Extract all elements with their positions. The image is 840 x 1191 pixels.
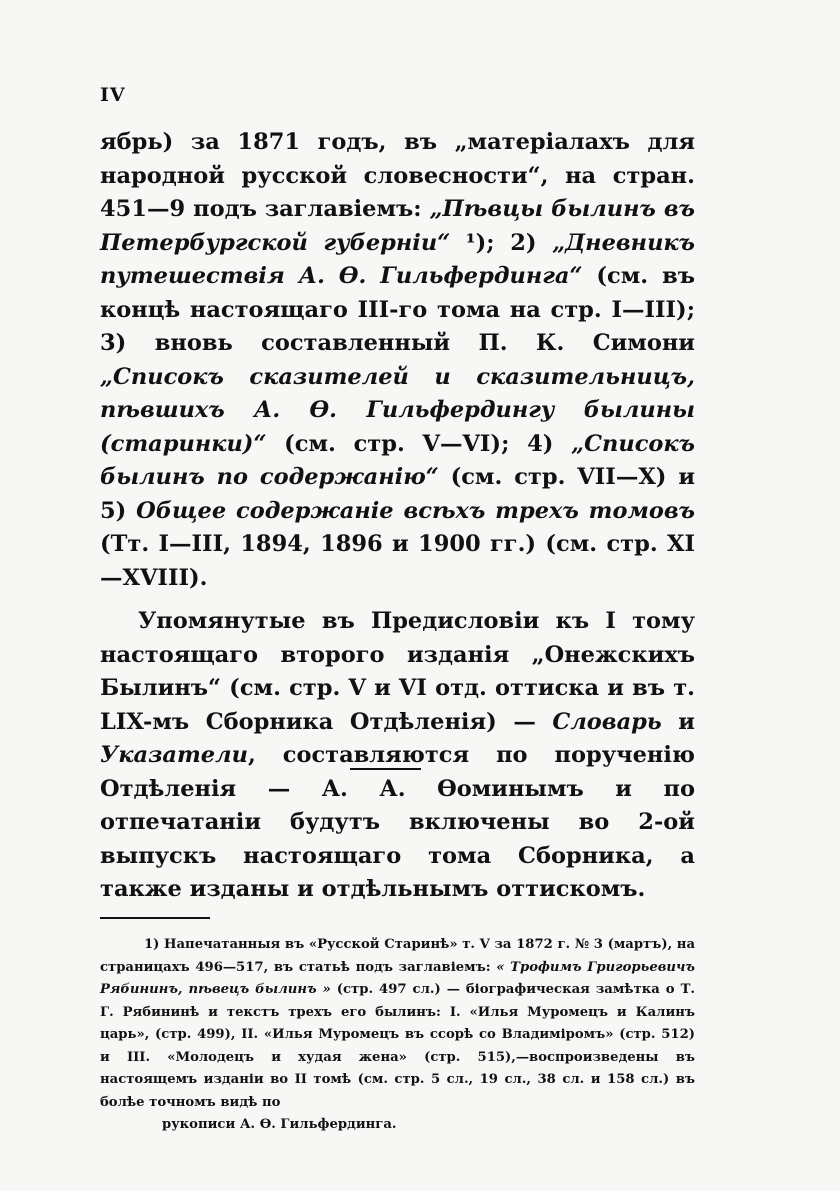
footnote	[100, 934, 695, 1137]
text-run: (Тт. I—III, 1894, 1896 и 1900 гг.) (см. стр. XI—XVIII).	[100, 531, 695, 591]
page-number: IV	[100, 84, 126, 106]
footnote-rule	[100, 917, 210, 919]
text-run: ¹); 2)	[450, 229, 553, 256]
text-run: Упомянутые въ Предисловіи къ I тому настоящаго второго изданія „Онежскихъ Былинъ“ (см. стр. V и VI отд. оттиска и въ т. LIX-мъ Сборника Отдѣленія) —	[100, 608, 695, 735]
italic-title-run: « Трофимъ Григорьевичъ Рябининъ, пѣвецъ былинъ »	[100, 959, 695, 997]
section-divider	[350, 768, 421, 770]
main-text	[100, 126, 695, 907]
text-run: ябрь) за 1871 годъ, въ „матеріалахъ для народной русской словесности“, на стран. 451—9 подъ заглавіемъ:	[100, 129, 695, 222]
paragraph-1	[100, 126, 695, 595]
italic-title-run: „Списокъ сказителей и сказительницъ, пѣвшихъ А. Ө. Гильфердингу былины (старинки)“	[100, 363, 695, 457]
text-run: 1) Напечатанныя въ «Русской Старинѣ» т. V за 1872 г. № 3 (мартъ), на страницахъ 496—517, въ статьѣ подъ заглавіемъ:	[100, 937, 695, 975]
italic-title-run: „Дневникъ путешествія А. Ө. Гильфердинга“	[100, 229, 696, 289]
italic-title-run: „Пѣвцы былинъ въ Петербургской губерніи“	[100, 196, 695, 256]
italic-title-run: Словарь	[552, 708, 662, 735]
italic-title-run: Указатели	[100, 742, 248, 768]
footnote-text	[100, 934, 695, 1114]
text-run: , составляются по порученію Отдѣленія — А. А. Ѳоминымъ и по отпечатаніи будутъ включены во 2-ой выпускъ настоящаго тома Сборника, а также изданы и отдѣльнымъ оттискомъ.	[100, 742, 695, 902]
text-run: (стр. 497 сл.) — біографическая замѣтка о Т. Г. Рябининѣ и текстъ трехъ его былинъ: I. «Илья Муромецъ и Калинъ царь», (стр. 499), II. «Илья Муромецъ въ ссорѣ со Владиміромъ» (стр. 512) и III. «Молодецъ и худая жена» (стр. 515),—воспроизведены въ настоящемъ изданіи во II томѣ (см. стр. 5 сл., 19 сл., 38 сл. и 158 сл.) въ болѣе точномъ видѣ по	[100, 982, 695, 1110]
italic-title-run: „Списокъ былинъ по содержанію“	[100, 430, 695, 490]
paragraph-2	[100, 605, 695, 907]
footnote-last-line: рукописи А. Ө. Гильфердинга.	[162, 1117, 397, 1132]
text-run: (см. стр. V—VI); 4)	[266, 430, 572, 457]
text-run: (см. стр. VII—X) и 5)	[100, 464, 696, 524]
italic-title-run: Общее содержаніе всѣхъ трехъ томовъ	[136, 497, 695, 524]
text-run: (см. въ концѣ настоящаго III-го тома на стр. I—III); 3) вновь составленный П. К. Симони	[100, 263, 695, 356]
text-run: и	[661, 708, 695, 735]
